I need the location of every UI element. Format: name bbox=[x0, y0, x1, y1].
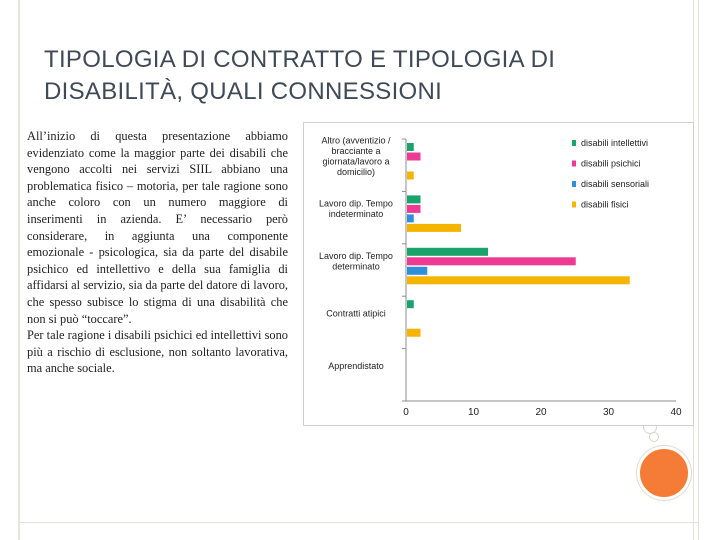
category-label bbox=[321, 135, 391, 177]
legend-label: disabili psichici bbox=[581, 158, 641, 169]
x-tick-label: 0 bbox=[403, 407, 409, 418]
category-label bbox=[328, 361, 384, 371]
bar-disabili-intellettivi-1 bbox=[407, 195, 421, 203]
bar-disabili-fisici-3 bbox=[407, 329, 421, 337]
bar-disabili-psichici-0 bbox=[407, 153, 421, 161]
category-label-line: domicilio) bbox=[336, 166, 376, 177]
body-text bbox=[27, 128, 288, 377]
frame-bottom-line bbox=[18, 522, 698, 523]
category-label-line: giornata/lavoro a bbox=[322, 156, 390, 167]
frame-left-line bbox=[18, 0, 20, 540]
category-label-line: Contratti atipici bbox=[326, 308, 386, 319]
slide-title-line1: TIPOLOGIA DI CONTRATTO E TIPOLOGIA DI bbox=[44, 46, 556, 73]
x-tick-label: 40 bbox=[670, 407, 682, 418]
legend-swatch bbox=[572, 140, 576, 146]
slide-title bbox=[44, 44, 684, 108]
legend-label: disabili fisici bbox=[581, 199, 629, 210]
category-label-line: bracciante a bbox=[331, 145, 381, 156]
x-tick-label: 30 bbox=[602, 407, 615, 418]
bar-disabili-sensoriali-1 bbox=[407, 214, 414, 222]
bar-disabili-intellettivi-3 bbox=[407, 300, 414, 308]
decorative-ring-small bbox=[649, 432, 659, 442]
bar-disabili-fisici-0 bbox=[407, 172, 414, 180]
bar-disabili-psichici-2 bbox=[407, 257, 576, 265]
x-tick-label: 20 bbox=[535, 407, 547, 418]
bar-chart bbox=[304, 123, 693, 425]
category-label-line: indeterminato bbox=[328, 208, 384, 219]
category-label-line: determinato bbox=[332, 261, 380, 272]
legend-swatch bbox=[572, 181, 576, 187]
category-label-line: Lavoro dip. Tempo bbox=[319, 198, 393, 209]
legend-swatch bbox=[572, 161, 576, 167]
frame-right-line-outer bbox=[698, 0, 699, 540]
chart-container bbox=[303, 122, 694, 426]
category-label-line: Lavoro dip. Tempo bbox=[319, 250, 393, 261]
bar-disabili-fisici-1 bbox=[407, 224, 461, 232]
category-label bbox=[319, 198, 393, 219]
legend-label: disabili sensoriali bbox=[581, 179, 650, 189]
body-paragraph-2: Per tale ragione i disabili psichici ed intellettivi sono più a rischio di esclusione, non soltanto lavorativa, ma anche sociale. bbox=[27, 328, 288, 376]
body-paragraph-1: All’inizio di questa presentazione abbiamo evidenziato come la maggior parte dei disabili che vengono accolti nei servizi SIIL abbiano una problematica fisico – motoria, per tale ragione sono anche coloro con un numero maggiore di inserimenti in azienda. E’ necessario però considerare, in aggiunta una componente emozionale - psicologica, sia da parte del disabile psichico ed intellettivo e della sua famiglia di affidarsi al servizio, sia da parte del datore di lavoro, che spesso subisce lo stigma di una disabilità che non si può “toccare”. bbox=[27, 129, 288, 326]
x-tick-label: 10 bbox=[467, 407, 480, 418]
legend-swatch bbox=[572, 202, 576, 208]
bar-disabili-psichici-1 bbox=[407, 205, 421, 213]
bar-disabili-intellettivi-0 bbox=[407, 143, 414, 151]
bar-disabili-intellettivi-2 bbox=[407, 248, 488, 256]
category-label-line: Altro (avventizio / bbox=[321, 135, 391, 146]
category-label-line: Apprendistato bbox=[328, 360, 384, 371]
bar-disabili-fisici-2 bbox=[407, 276, 630, 284]
bar-disabili-sensoriali-2 bbox=[407, 267, 427, 275]
slide-title-line2: DISABILITÀ, QUALI CONNESSIONI bbox=[44, 78, 443, 105]
legend-label: disabili intellettivi bbox=[581, 138, 649, 148]
decorative-orange-circle bbox=[637, 446, 691, 500]
category-label bbox=[319, 251, 393, 272]
category-label bbox=[326, 308, 386, 318]
